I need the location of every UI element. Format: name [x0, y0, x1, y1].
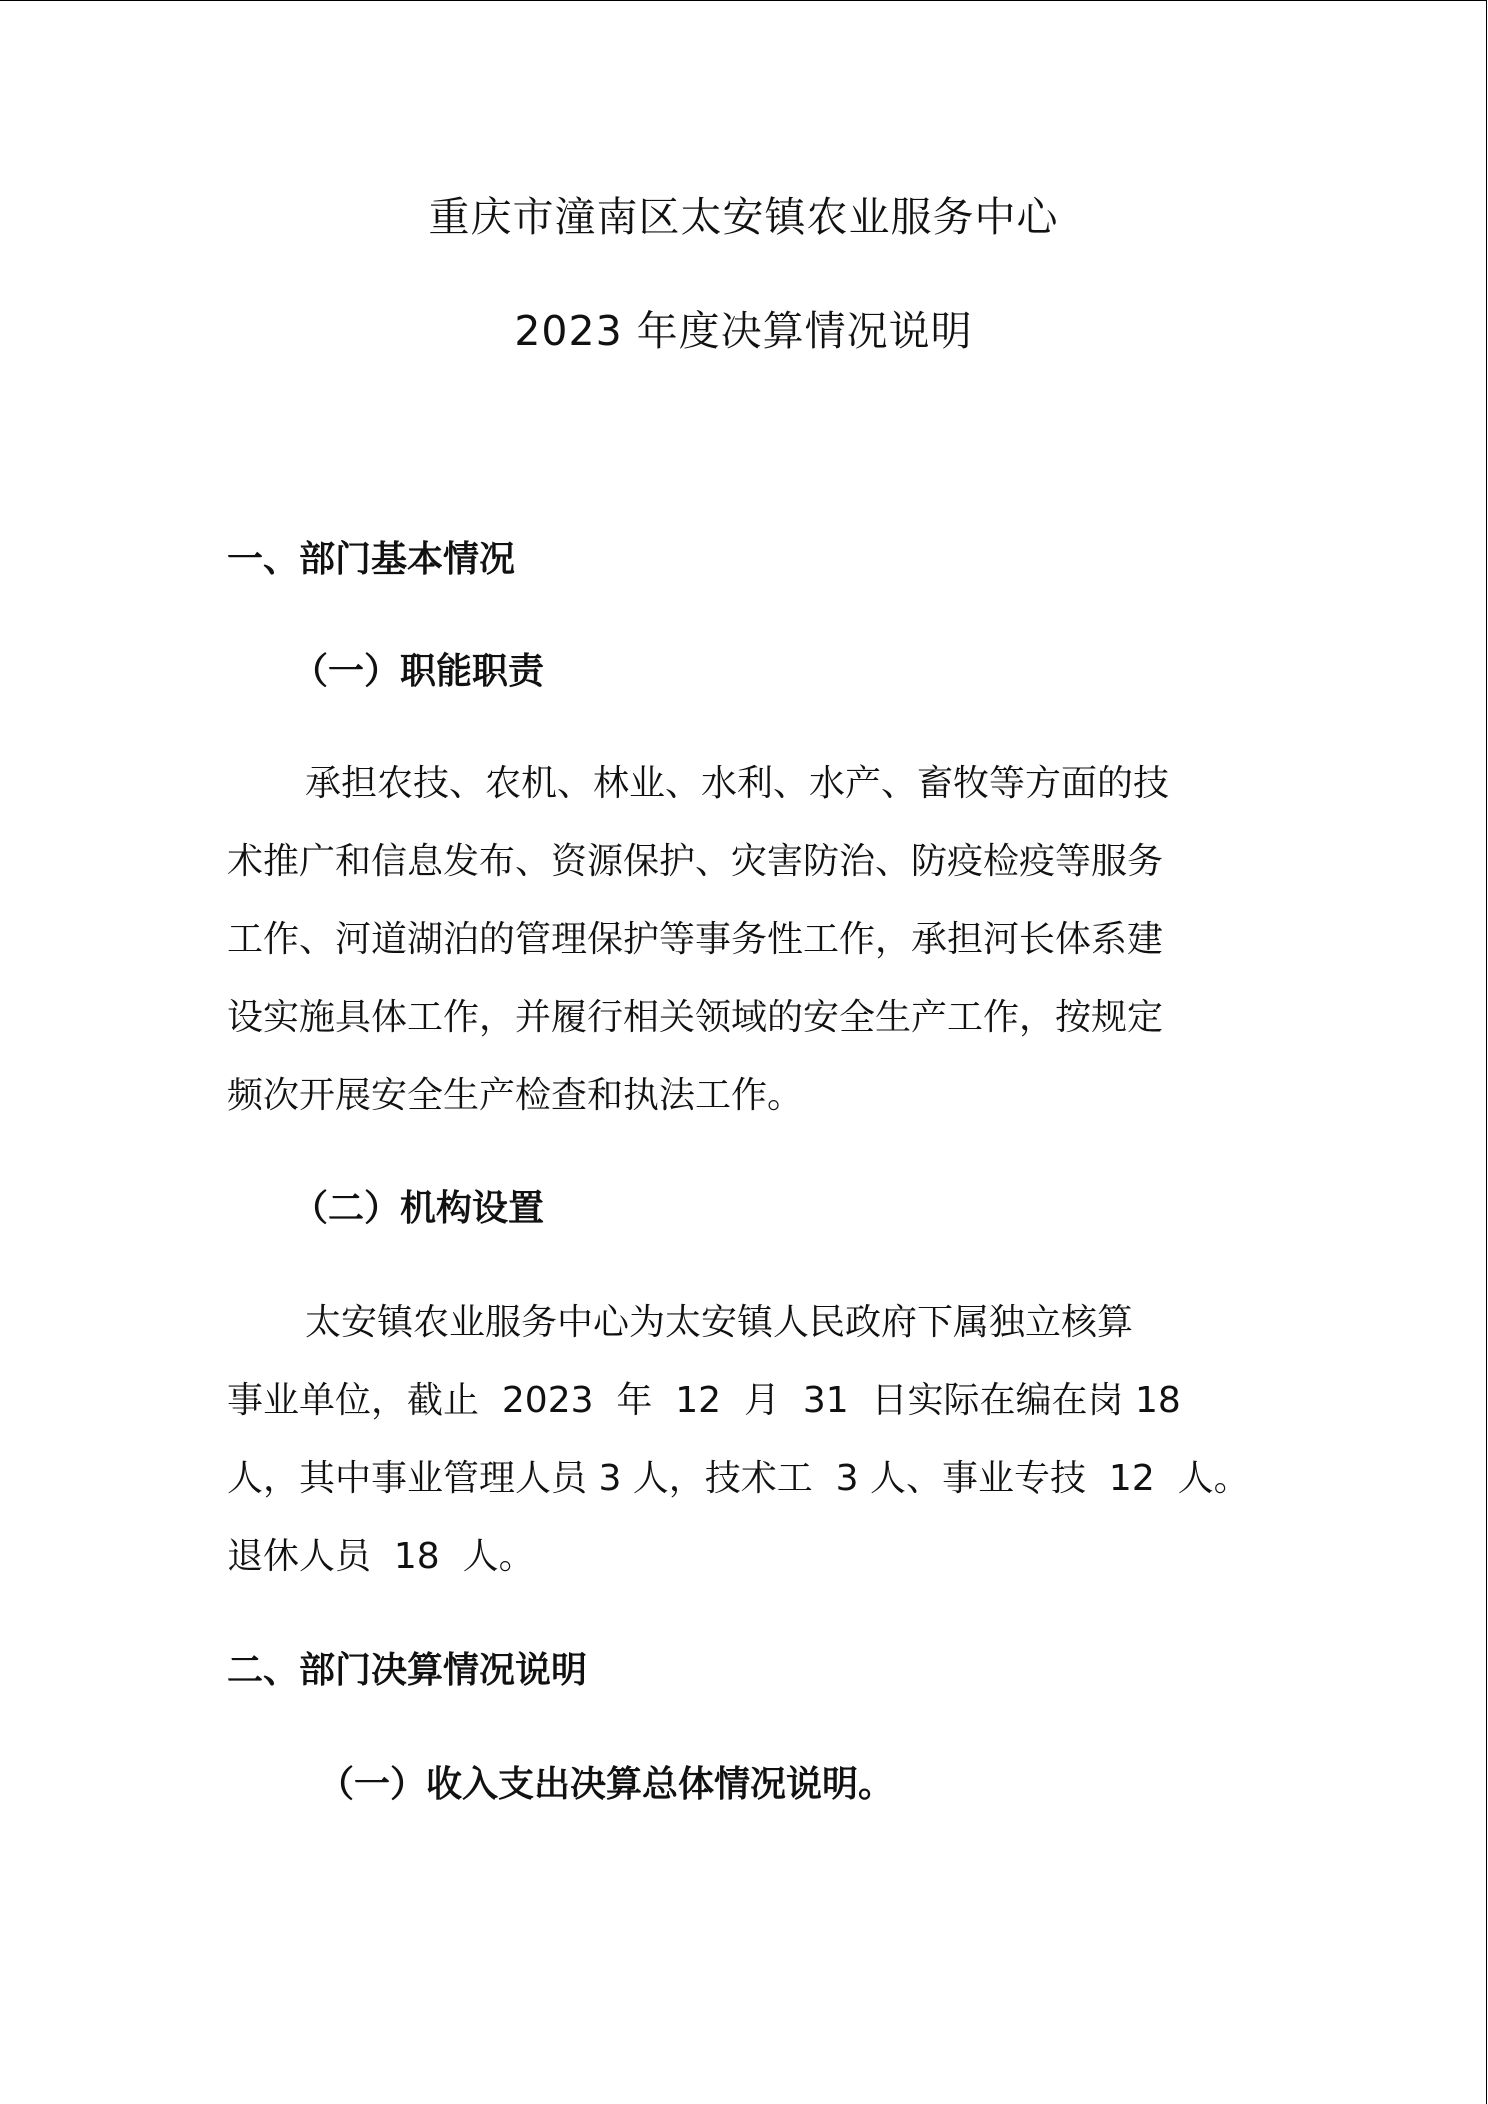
duties-line: 频次开展安全生产检查和执法工作。 — [227, 1075, 804, 1116]
organization-line: 太安镇农业服务中心为太安镇人民政府下属独立核算 — [305, 1302, 1134, 1343]
organization-line: 退休人员 18 人。 — [227, 1536, 535, 1577]
section1-heading: 一、部门基本情况 — [227, 538, 516, 580]
duties-line: 术推广和信息发布、资源保护、灾害防治、防疫检疫等服务 — [227, 841, 1164, 882]
section2-sub1-heading: （一）收入支出决算总体情况说明。 — [318, 1763, 895, 1805]
section1-sub1-heading: （一）职能职责 — [292, 650, 545, 692]
duties-line: 设实施具体工作，并履行相关领域的安全生产工作，按规定 — [227, 997, 1164, 1038]
duties-paragraph — [227, 745, 1267, 1135]
duties-line: 工作、河道湖泊的管理保护等事务性工作，承担河长体系建 — [227, 919, 1164, 960]
organization-line: 人，其中事业管理人员 3 人，技术工 3 人、事业专技 12 人。 — [227, 1458, 1250, 1499]
duties-line: 承担农技、农机、林业、水利、水产、畜牧等方面的技 — [305, 763, 1170, 804]
document-title-line2: 2023 年度决算情况说明 — [514, 307, 973, 355]
section1-sub2-heading: （二）机构设置 — [292, 1187, 545, 1229]
section2-heading: 二、部门决算情况说明 — [227, 1649, 588, 1691]
organization-line: 事业单位，截止 2023 年 12 月 31 日实际在编在岗 18 — [227, 1380, 1181, 1421]
document-title-line1: 重庆市潼南区太安镇农业服务中心 — [428, 193, 1059, 241]
organization-paragraph — [227, 1284, 1267, 1596]
